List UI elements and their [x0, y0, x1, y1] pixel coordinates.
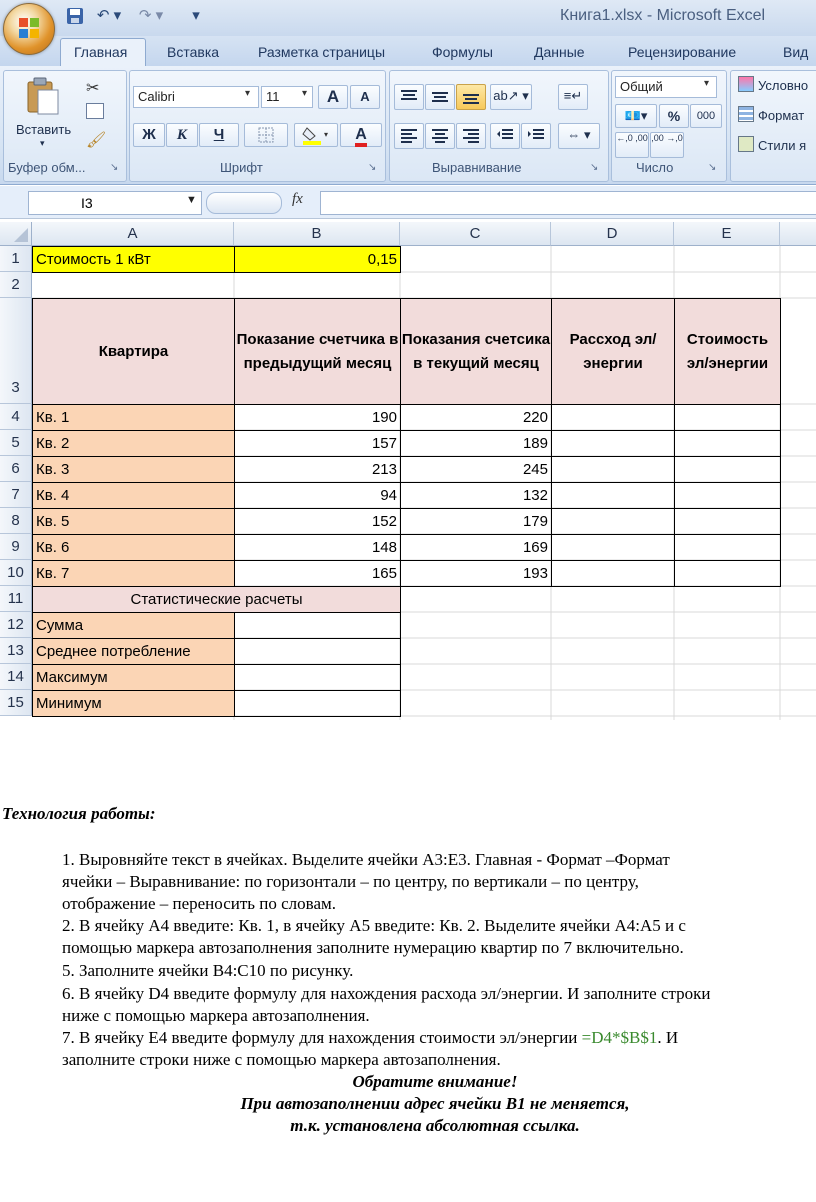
align-right-icon — [462, 128, 480, 144]
wrap-text-button[interactable] — [558, 84, 588, 110]
bold-button[interactable]: Ж — [133, 123, 165, 147]
orientation-button[interactable] — [490, 84, 532, 110]
decrease-indent-icon — [496, 128, 514, 144]
paste-button[interactable] — [14, 74, 78, 154]
cell-b9[interactable]: 148 — [234, 534, 401, 561]
number-launcher-icon[interactable]: ↘ — [708, 162, 717, 173]
name-box-value: I3 — [81, 195, 93, 211]
customize-icon[interactable]: ▾ — [192, 7, 200, 24]
cell-a8[interactable]: Кв. 5 — [32, 508, 235, 535]
align-top-button[interactable] — [394, 84, 424, 110]
doc-note-1: Обратите внимание! — [352, 1072, 518, 1091]
cell-b8[interactable]: 152 — [234, 508, 401, 535]
cell-c10[interactable]: 193 — [400, 560, 552, 587]
cell-a10[interactable]: Кв. 7 — [32, 560, 235, 587]
decrease-indent-button[interactable] — [490, 123, 520, 149]
doc-line-1: 1. Выровняйте текст в ячейках. Выделите ячейки A3:E3. Главная - Формат –Формат — [62, 850, 670, 869]
cell-a11-merged[interactable]: Статистические расчеты — [32, 586, 401, 613]
doc-line-9-text: 7. В ячейку E4 введите формулу для нахождения стоимости эл/энергии — [62, 1028, 582, 1047]
row-header-6[interactable]: 6 — [0, 456, 32, 482]
doc-note-3: т.к. установлена абсолютная ссылка. — [290, 1116, 580, 1135]
format-table-label: Формат — [758, 108, 805, 123]
cell-e5[interactable] — [674, 430, 781, 457]
row-header-13[interactable]: 13 — [0, 638, 32, 664]
cell-b13[interactable] — [234, 638, 401, 665]
increase-decimal-button[interactable]: ←,0 ,00 — [615, 132, 649, 158]
doc-line-8: ниже с помощью маркера автозаполнения. — [62, 1006, 370, 1025]
window-title: Книга1.xlsx - Microsoft Excel — [560, 7, 766, 24]
column-header-c[interactable]: C — [400, 222, 551, 246]
align-top-icon — [400, 89, 418, 105]
align-center-button[interactable] — [425, 123, 455, 149]
cell-d6[interactable] — [551, 456, 675, 483]
column-header-b[interactable]: B — [234, 222, 400, 246]
formula-bar-handle[interactable] — [206, 192, 282, 214]
row-header-9[interactable]: 9 — [0, 534, 32, 560]
format-painter-icon[interactable]: 🖌 — [86, 132, 107, 149]
column-header-e[interactable]: E — [674, 222, 780, 246]
clipboard-launcher-icon[interactable]: ↘ — [110, 162, 119, 173]
font-launcher-icon[interactable]: ↘ — [368, 162, 377, 173]
cell-styles-icon — [738, 136, 754, 152]
select-all-icon — [0, 222, 30, 244]
cell-a13[interactable]: Среднее потребление — [32, 638, 235, 665]
row-header-2[interactable]: 2 — [0, 272, 32, 298]
borders-button[interactable] — [244, 123, 288, 147]
tab-page-layout[interactable]: Разметка страницы — [258, 44, 386, 60]
align-left-button[interactable] — [394, 123, 424, 149]
currency-button[interactable] — [615, 104, 657, 128]
doc-line-2: ячейки – Выравнивание: по горизонтали – по центру, по вертикали – по центру, — [62, 872, 639, 891]
doc-heading: Технология работы: — [2, 804, 156, 823]
cell-e10[interactable] — [674, 560, 781, 587]
align-bottom-icon — [462, 89, 480, 105]
shrink-font-button[interactable]: A — [350, 85, 380, 109]
cell-e6[interactable] — [674, 456, 781, 483]
cell-d7[interactable] — [551, 482, 675, 509]
cell-c7[interactable]: 132 — [400, 482, 552, 509]
grow-font-button[interactable]: A — [318, 85, 348, 109]
cut-icon[interactable]: ✂ — [86, 80, 100, 97]
save-icon[interactable] — [64, 6, 86, 26]
undo-icon[interactable]: ↶ ▾ — [96, 7, 122, 24]
cell-a7[interactable]: Кв. 4 — [32, 482, 235, 509]
alignment-launcher-icon[interactable]: ↘ — [590, 162, 599, 173]
select-all-corner[interactable] — [0, 222, 32, 246]
cell-d5[interactable] — [551, 430, 675, 457]
doc-formula: =D4*$B$1 — [581, 1028, 658, 1047]
percent-button[interactable]: % — [659, 104, 689, 128]
cell-a6[interactable]: Кв. 3 — [32, 456, 235, 483]
paste-dropdown-icon: ▾ — [40, 138, 45, 148]
orientation-icon: ab↗ ▾ — [493, 88, 529, 103]
tab-insert[interactable]: Вставка — [167, 44, 220, 60]
cell-d8[interactable] — [551, 508, 675, 535]
doc-line-3: отображение – переносить по словам. — [62, 894, 337, 913]
cell-b10[interactable]: 165 — [234, 560, 401, 587]
alignment-group-label: Выравнивание — [432, 160, 522, 175]
row-header-14[interactable]: 14 — [0, 664, 32, 690]
cell-c5[interactable]: 189 — [400, 430, 552, 457]
font-size-combo[interactable]: 11 — [261, 86, 313, 108]
cell-b14[interactable] — [234, 664, 401, 691]
font-color-button[interactable] — [340, 123, 382, 147]
cell-e9[interactable] — [674, 534, 781, 561]
doc-line-5: помощью маркера автозаполнения заполните нумерацию квартир по 7 включительно. — [62, 938, 684, 957]
format-table-icon — [738, 106, 754, 122]
doc-line-9-end: . И — [657, 1028, 679, 1047]
cell-b15[interactable] — [234, 690, 401, 717]
cell-c6[interactable]: 245 — [400, 456, 552, 483]
font-name-dropdown-icon[interactable]: ▾ — [245, 88, 251, 99]
align-middle-icon — [431, 89, 449, 105]
tab-home[interactable]: Главная — [74, 44, 128, 60]
name-box[interactable] — [28, 191, 202, 215]
font-name-combo[interactable]: Calibri — [133, 86, 259, 108]
name-box-dropdown-icon[interactable]: ▼ — [186, 194, 197, 206]
cell-c8[interactable]: 179 — [400, 508, 552, 535]
cell-b4[interactable]: 190 — [234, 404, 401, 431]
doc-line-4: 2. В ячейку A4 введите: Кв. 1, в ячейку A5 введите: Кв. 2. Выделите ячейки A4:A5 и с — [62, 916, 686, 935]
italic-button[interactable]: К — [166, 123, 198, 147]
font-group-label: Шрифт — [220, 160, 263, 175]
cell-b12[interactable] — [234, 612, 401, 639]
redo-icon[interactable]: ↷ ▾ — [138, 7, 164, 24]
tab-view[interactable]: Вид — [783, 44, 809, 60]
cell-b3[interactable]: Показание счетчика в предыдущий месяц — [234, 298, 401, 405]
row-header-7[interactable]: 7 — [0, 482, 32, 508]
svg-text:▾: ▾ — [324, 130, 329, 139]
cell-a5[interactable]: Кв. 2 — [32, 430, 235, 457]
cell-a12[interactable]: Сумма — [32, 612, 235, 639]
cell-c4[interactable]: 220 — [400, 404, 552, 431]
cell-e8[interactable] — [674, 508, 781, 535]
doc-line-10: заполните строки ниже с помощью маркера автозаполнения. — [62, 1050, 501, 1069]
formula-input[interactable] — [320, 191, 816, 215]
tab-formulas[interactable]: Формулы — [432, 44, 493, 60]
clipboard-group-label: Буфер обм... — [8, 160, 86, 175]
copy-icon[interactable] — [86, 103, 104, 119]
cell-d9[interactable] — [551, 534, 675, 561]
cell-styles-button[interactable] — [738, 136, 806, 153]
align-bottom-button[interactable] — [456, 84, 486, 110]
conditional-format-button[interactable] — [738, 76, 808, 93]
row-header-11[interactable]: 11 — [0, 586, 32, 612]
currency-icon: 💶▾ — [624, 108, 648, 123]
column-header-f[interactable] — [780, 222, 816, 246]
merge-center-icon: ⇔ ▾ — [567, 127, 591, 142]
increase-indent-button[interactable] — [521, 123, 551, 149]
increase-indent-icon — [527, 128, 545, 144]
doc-note-2: При автозаполнении адрес ячейки B1 не меняется, — [240, 1094, 630, 1113]
row-header-10[interactable]: 10 — [0, 560, 32, 586]
cell-c3[interactable]: Показания счетсика в текущий месяц — [400, 298, 552, 405]
cell-b1[interactable]: 0,15 — [234, 246, 401, 273]
row-header-1[interactable]: 1 — [0, 246, 32, 272]
cell-e4[interactable] — [674, 404, 781, 431]
cell-a3[interactable]: Квартира — [32, 298, 235, 405]
row-header-8[interactable]: 8 — [0, 508, 32, 534]
underline-button[interactable]: Ч — [199, 123, 239, 147]
paste-label: Вставить — [16, 122, 72, 137]
paste-icon — [26, 76, 62, 116]
align-center-icon — [431, 128, 449, 144]
office-logo-icon — [18, 17, 40, 39]
column-header-a[interactable]: A — [32, 222, 234, 246]
doc-line-6: 5. Заполните ячейки B4:C10 по рисунку. — [62, 961, 354, 980]
align-right-button[interactable] — [456, 123, 486, 149]
column-header-d[interactable]: D — [551, 222, 674, 246]
number-group-label: Число — [636, 160, 674, 175]
row-header-4[interactable]: 4 — [0, 404, 32, 430]
cell-a14[interactable]: Максимум — [32, 664, 235, 691]
tab-data[interactable]: Данные — [534, 44, 585, 60]
cell-e3[interactable]: Стоимость эл/энергии — [674, 298, 781, 405]
row-header-15[interactable]: 15 — [0, 690, 32, 716]
cell-b6[interactable]: 213 — [234, 456, 401, 483]
align-middle-button[interactable] — [425, 84, 455, 110]
cell-styles-label: Стили я — [758, 138, 807, 153]
cell-d10[interactable] — [551, 560, 675, 587]
format-as-table-button[interactable] — [738, 106, 804, 123]
row-header-5[interactable]: 5 — [0, 430, 32, 456]
doc-line-7: 6. В ячейку D4 введите формулу для нахождения расхода эл/энергии. И заполните строки — [62, 984, 711, 1003]
insert-function-icon[interactable]: fx — [292, 191, 303, 207]
cell-d3[interactable]: Рассход эл/энергии — [551, 298, 675, 405]
fill-color-button[interactable] — [294, 123, 338, 147]
borders-icon — [258, 127, 274, 143]
cell-d4[interactable] — [551, 404, 675, 431]
cell-b5[interactable]: 157 — [234, 430, 401, 457]
cell-e7[interactable] — [674, 482, 781, 509]
cell-b7[interactable]: 94 — [234, 482, 401, 509]
cell-a9[interactable]: Кв. 6 — [32, 534, 235, 561]
merge-center-button[interactable] — [558, 123, 600, 149]
doc-line-9 — [62, 1028, 678, 1048]
thousands-button[interactable]: 000 — [690, 104, 722, 128]
align-left-icon — [400, 128, 418, 144]
number-format-dropdown-icon[interactable]: ▾ — [704, 78, 710, 89]
conditional-format-icon — [738, 76, 754, 92]
cell-c9[interactable]: 169 — [400, 534, 552, 561]
row-header-3[interactable]: 3 — [0, 298, 32, 404]
office-button[interactable] — [3, 3, 55, 55]
cell-a15[interactable]: Минимум — [32, 690, 235, 717]
tab-review[interactable]: Рецензирование — [628, 44, 737, 60]
wrap-text-icon: ≡↵ — [563, 88, 583, 103]
decrease-decimal-button[interactable]: ,00 →,0 — [650, 132, 684, 158]
number-format-combo[interactable]: Общий — [615, 76, 717, 98]
conditional-format-label: Условно — [758, 78, 809, 93]
cell-a1[interactable]: Стоимость 1 кВт — [32, 246, 235, 273]
fill-color-icon — [301, 125, 331, 145]
font-color-icon: A — [355, 126, 367, 147]
row-header-12[interactable]: 12 — [0, 612, 32, 638]
cell-a4[interactable]: Кв. 1 — [32, 404, 235, 431]
font-size-dropdown-icon[interactable]: ▾ — [302, 88, 308, 99]
